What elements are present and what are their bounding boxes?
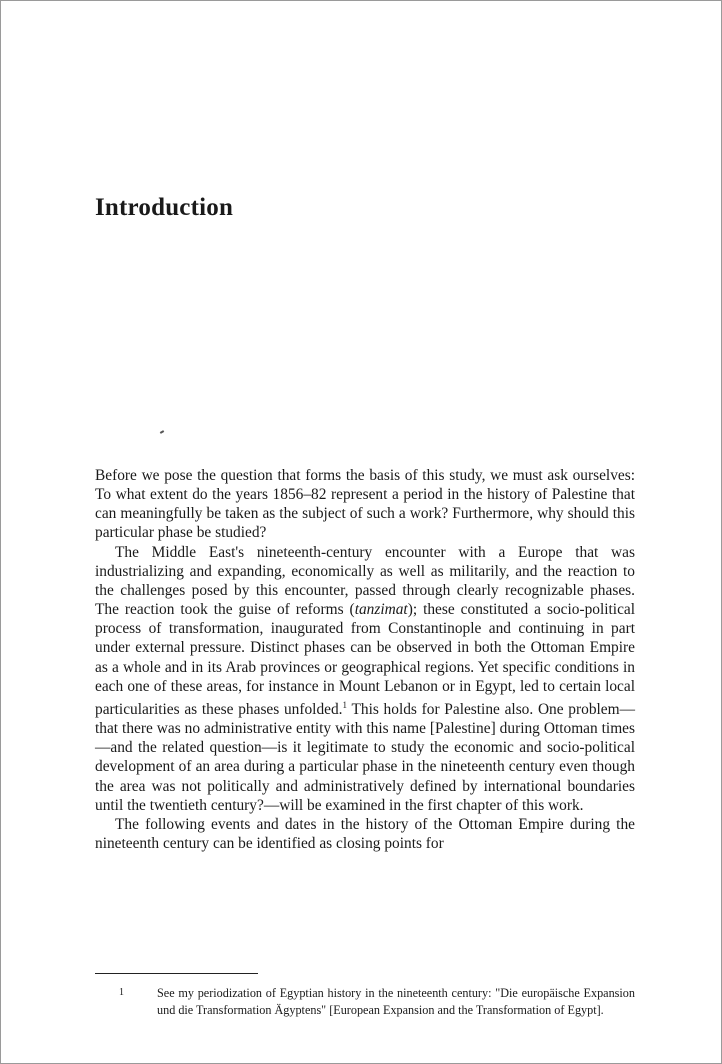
paragraph-2: [95, 543, 635, 815]
tanzimat-term: tanzimat: [354, 601, 408, 619]
paragraph-1: Before we pose the question that forms the basis of this study, we must ask ourselves: To what extent do the years 1856–82 represent a period in the history of Palestine that can meaningfully be taken as the subject of such a work? Furthermore, why should this particular phase be studied?: [95, 467, 635, 542]
paragraph-3: The following events and dates in the history of the Ottoman Empire during the nineteenth century can be identified as closing points for: [95, 815, 635, 853]
footnote-text: See my periodization of Egyptian history in the nineteenth century: "Die europäische Expansion und die Transformation Ägyptens" [European Expansion and the Transformation of Egypt].: [157, 986, 635, 1017]
paragraph-2-part-c: This holds for Palestine also. One problem—that there was no administrative entity with this name [Palestine] during Ottoman times—and the related question—is it legitimate to study the economic and socio-political development of an area during a particular phase in the nineteenth century even though the area was not politically and administratively defined by international boundaries until the twentieth century?—will be examined in the first chapter of this work.: [95, 701, 635, 814]
footnote-separator: [95, 973, 258, 974]
footnote-reference[interactable]: 1: [342, 699, 348, 710]
body-text: [95, 466, 635, 853]
footnote-mark: 1: [119, 987, 124, 998]
paragraph-2-part-b: ); these constituted a socio-political process of transformation, inaugurated from Constantinople and continuing in part under external pressure. Distinct phases can be observed in both the Ottoman Empire as a whole and in its Arab provinces or geographical regions. Yet specific conditions in each one of these areas, for instance in Mount Lebanon or in Egypt, led to certain local particularities as these phases unfolded.: [95, 601, 636, 718]
chapter-title: Introduction: [95, 194, 234, 221]
paragraph-2-part-a: The Middle East's nineteenth-century encounter with a Europe that was industrializing and expanding, economically as well as militarily, and the reaction to the challenges posed by this encounter, passed through clearly recognizable phases. The reaction took the guise of reforms (: [95, 543, 635, 619]
footnote: [119, 985, 635, 1018]
